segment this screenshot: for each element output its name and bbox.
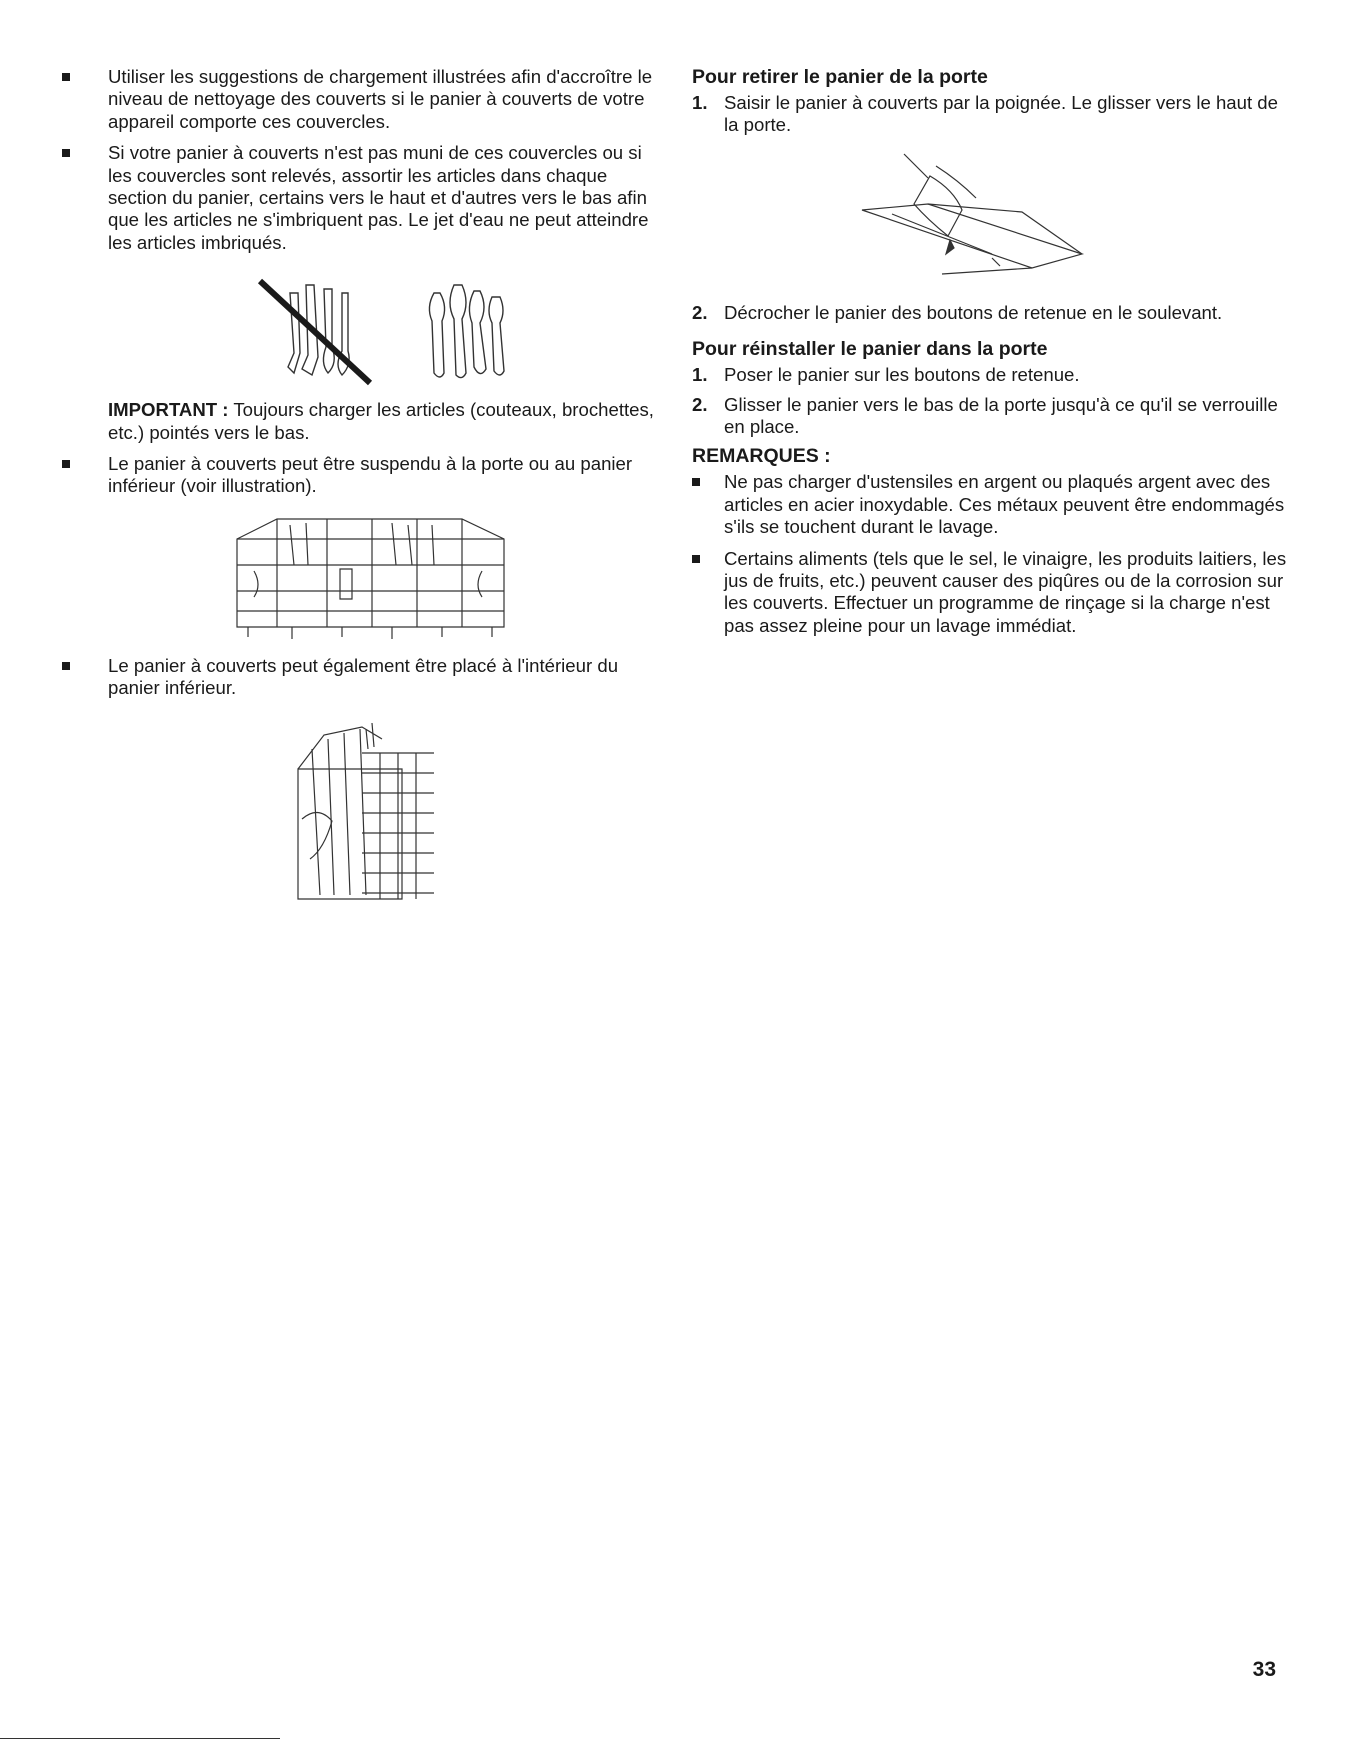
reinstall-step [692, 394, 1292, 439]
important-note [62, 399, 662, 444]
step-text: Décrocher le panier des boutons de retenue en le soulevant. [724, 301, 1223, 323]
bullet-square-icon [692, 478, 700, 486]
step-text: Saisir le panier à couverts par la poignée. Le glisser vers le haut de la porte. [724, 92, 1278, 136]
remove-step [692, 92, 1292, 137]
remove-step [692, 302, 1292, 324]
door-basket-removal-illustration [692, 144, 1292, 296]
bullet-text: Si votre panier à couverts n'est pas muni de ces couvercles ou si les couvercles sont relevés, assortir les articles dans chaque section du panier, certains vers le haut et d'autres vers le bas afin que les articles ne s'imbriquent pas. Le jet d'eau ne peut atteindre les articles imbriqués. [108, 142, 649, 253]
remarks-heading: REMARQUES : [692, 445, 831, 468]
left-column [62, 66, 662, 909]
bullet-item [62, 142, 662, 254]
reinstall-heading: Pour réinstaller le panier dans la porte [692, 338, 1048, 361]
page-number: 33 [1252, 1658, 1276, 1681]
remove-heading: Pour retirer le panier de la porte [692, 66, 988, 88]
bullet-square-icon [62, 662, 70, 670]
lower-rack-basket-illustration [62, 709, 662, 909]
important-label: IMPORTANT : [108, 399, 229, 421]
bullet-square-icon [692, 555, 700, 563]
bullet-square-icon [62, 149, 70, 157]
remark-text: Ne pas charger d'ustensiles en argent ou plaqués argent avec des articles en acier inoxydable. Ces métaux peuvent être endommagés s'ils se touchent durant le lavage. [724, 471, 1285, 538]
step-number: 2. [692, 301, 708, 323]
step-text: Glisser le panier vers le bas de la porte jusqu'à ce qu'il se verrouille en place. [724, 393, 1278, 438]
cutlery-basket-illustration [62, 507, 662, 647]
step-text: Poser le panier sur les boutons de retenue. [724, 364, 1080, 386]
reinstall-step [692, 364, 1292, 386]
remark-item [692, 548, 1292, 638]
bullet-square-icon [62, 73, 70, 81]
bullet-text: Le panier à couverts peut également être placé à l'intérieur du panier inférieur. [108, 654, 619, 699]
bullet-item [62, 655, 662, 700]
step-number: 1. [692, 364, 708, 386]
step-number: 2. [692, 393, 708, 415]
step-number: 1. [692, 92, 708, 113]
bullet-text: Utiliser les suggestions de chargement illustrées afin d'accroître le niveau de nettoyage des couverts si le panier à couverts de votre appareil comporte ces couvercles. [108, 66, 653, 132]
remark-item [692, 471, 1292, 538]
bullet-item [62, 453, 662, 498]
footer-rule [0, 1738, 280, 1739]
right-column [692, 66, 1292, 646]
bullet-text: Le panier à couverts peut être suspendu à la porte ou au panier inférieur (voir illustration). [108, 453, 633, 497]
remark-text: Certains aliments (tels que le sel, le vinaigre, les produits laitiers, les jus de fruits, etc.) peuvent causer des piqûres ou de la corrosion sur les couverts. Effectuer un programme de rinçage si la charge n'est pas assez pleine pour un lavage immédiat. [724, 547, 1287, 636]
bullet-square-icon [62, 460, 70, 468]
bullet-item [62, 66, 662, 133]
utensils-illustration [62, 263, 662, 391]
important-text: Toujours charger les articles (couteaux, brochettes, etc.) pointés vers le bas. [108, 399, 654, 443]
